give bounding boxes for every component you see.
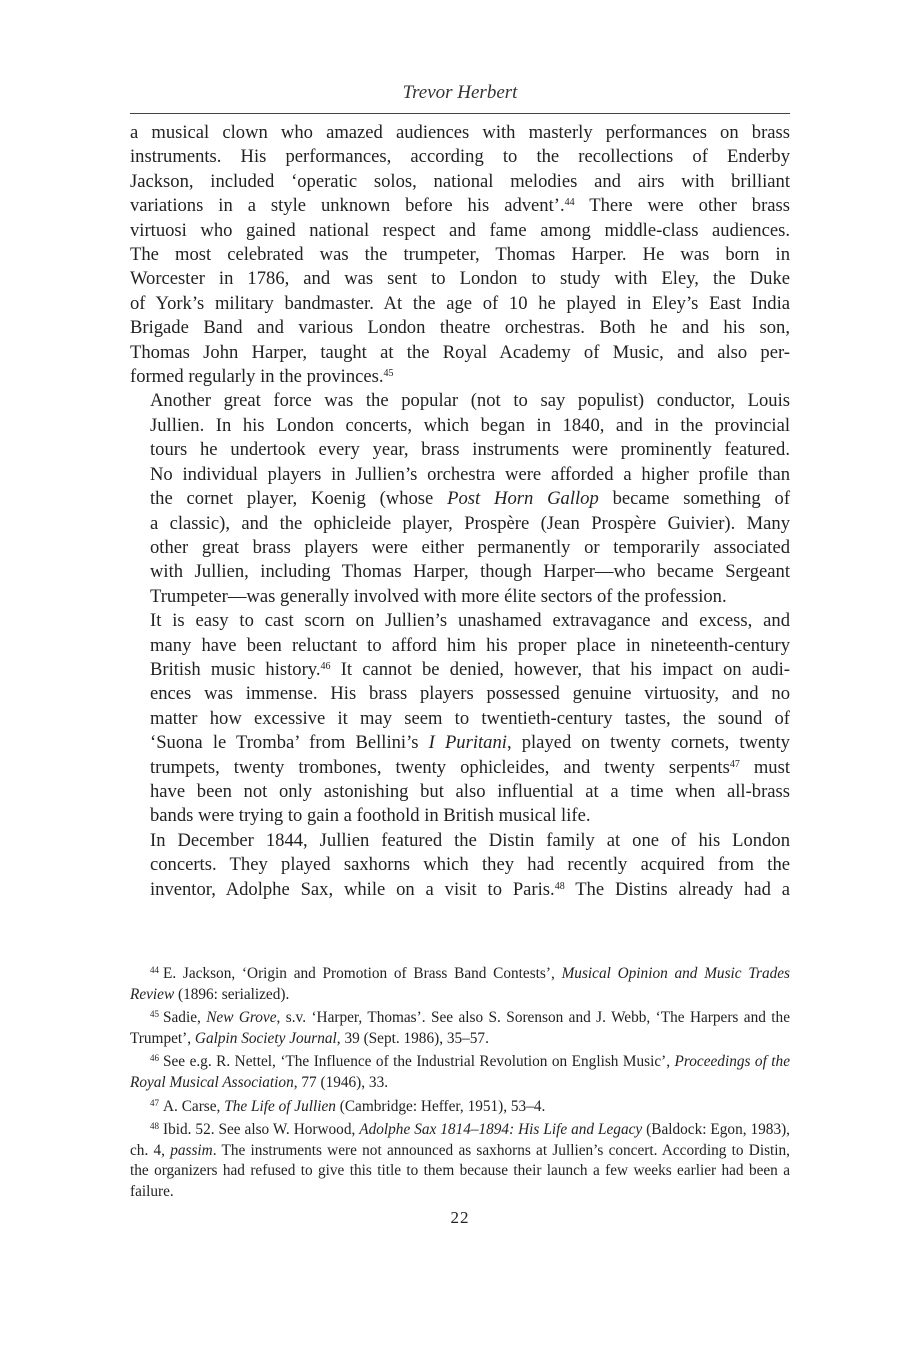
text-line: have been not only astonishing but also influential at a time when all-brass	[150, 780, 790, 802]
text-line: a musical clown who amazed audiences with masterly performances on brass	[130, 122, 790, 143]
text-line: concerts. They played saxhorns which they had recently acquired from the	[150, 854, 790, 876]
text-line: with Jullien, including Thomas Harper, though Harper—who became Sergeant	[150, 561, 790, 583]
text-line: inventor, Adolphe Sax, while on a visit to Paris.$^{48}$ The Distins already had a	[150, 878, 790, 900]
footnote-number: 47	[150, 1097, 159, 1108]
text-line: trumpets, twenty trombones, twenty ophicleides, and twenty serpents$^{47}$ must	[150, 756, 790, 778]
text-line: Trumpeter—was generally involved with more élite sectors of the profession.	[150, 585, 727, 607]
text-line: of York’s military bandmaster. At the age of 10 he played in Eley’s East India	[130, 292, 790, 314]
text-line: instruments. His performances, according to the recollections of Enderby	[130, 146, 790, 168]
footnote-number: 45	[150, 1009, 159, 1020]
text-line: Brigade Band and various London theatre orchestras. Both he and his son,	[130, 317, 790, 339]
text-line: other great brass players were either permanently or temporarily associated	[150, 536, 790, 558]
text-line: The most celebrated was the trumpeter, Thomas Harper. He was born in	[130, 244, 790, 266]
footnotes	[130, 964, 790, 1206]
text-line: Jullien. In his London concerts, which began in 1840, and in the provincial	[150, 414, 790, 436]
body-text	[130, 121, 790, 902]
footnote-ref-48[interactable]: 48	[554, 880, 565, 892]
text-line: No individual players in Jullien’s orchestra were afforded a higher profile than	[150, 463, 790, 485]
footnote-ref-47[interactable]: 47	[729, 758, 740, 770]
text-line: a classic), and the ophicleide player, Prospère (Jean Prospère Guivier). Many	[150, 512, 790, 534]
footnote-48: $^{48}$ Ibid. 52. See also W. Horwood, Adolphe Sax 1814–1894: His Life and Legacy (Baldock: Egon, 1983), ch. 4, passim. The instruments were not announced as saxhorns at Jullien’s concert. According to Distin, the organizers had refused to give this title to them because their launch a few weeks earlier had been a failure.	[130, 1121, 791, 1200]
text-line: Thomas John Harper, taught at the Royal Academy of Music, and also per-	[130, 341, 790, 363]
text-line: ‘Suona le Tromba’ from Bellini’s I Puritani, played on twenty cornets, twenty	[150, 732, 790, 754]
text-line: many have been reluctant to afford him his proper place in nineteenth-century	[150, 634, 790, 656]
text-line: formed regularly in the provinces.$^{45}$	[130, 366, 394, 388]
text-line: Another great force was the popular (not to say populist) conductor, Louis	[150, 390, 790, 412]
running-head: Trevor Herbert	[402, 82, 518, 103]
footnote-number: 46	[150, 1053, 159, 1064]
text-line: Worcester in 1786, and was sent to London to study with Eley, the Duke	[130, 268, 790, 290]
text-line: virtuosi who gained national respect and fame among middle-class audiences.	[130, 219, 790, 241]
text-line: tours he undertook every year, brass instruments were prominently featured.	[150, 439, 790, 461]
footnote-44: $^{44}$ E. Jackson, ‘Origin and Promotion of Brass Band Contests’, Musical Opinion and Music Trades Review (1896: serialized).	[130, 965, 790, 1003]
text-line: the cornet player, Koenig (whose Post Horn Gallop became something of	[150, 488, 791, 510]
footnote-number: 48	[150, 1121, 159, 1132]
text-line: Jackson, included ‘operatic solos, national melodies and airs with brilliant	[130, 170, 790, 192]
paragraph-4	[130, 829, 790, 902]
footnote-number: 44	[150, 965, 159, 975]
text-line: variations in a style unknown before his advent’.$^{44}$ There were other brass	[130, 195, 790, 217]
paragraph-3	[130, 609, 790, 829]
footnote-ref-44[interactable]: 44	[564, 197, 575, 209]
text-line: bands were trying to gain a foothold in British musical life.	[150, 805, 591, 827]
text-line: It is easy to cast scorn on Jullien’s unashamed extravagance and excess, and	[150, 610, 790, 632]
paragraph-2	[130, 389, 790, 609]
text-line: In December 1844, Jullien featured the Distin family at one of his London	[150, 829, 790, 851]
footnote-47: $^{47}$ A. Carse, The Life of Jullien (Cambridge: Heffer, 1951), 53–4.	[150, 1097, 546, 1115]
text-line: ences was immense. His brass players possessed genuine virtuosity, and no	[150, 683, 790, 705]
work-title: Post Horn Gallop	[447, 488, 599, 510]
header-rule	[130, 113, 790, 114]
footnote-ref-45[interactable]: 45	[383, 368, 394, 380]
footnote-45: $^{45}$ Sadie, New Grove, s.v. ‘Harper, Thomas’. See also S. Sorenson and J. Webb, ‘The Harpers and the Trumpet’, Galpin Society Journal, 39 (Sept. 1986), 35–57.	[130, 1009, 790, 1047]
footnote-ref-46[interactable]: 46	[320, 660, 331, 672]
text-line: matter how excessive it may seem to twentieth-century tastes, the sound of	[150, 707, 790, 729]
footnote-46: $^{46}$ See e.g. R. Nettel, ‘The Influence of the Industrial Revolution on English Music’, Proceedings of the Royal Musical Association, 77 (1946), 33.	[130, 1053, 790, 1091]
text-line: British music history.$^{46}$ It cannot be denied, however, that his impact on audi-	[150, 658, 790, 680]
work-title: I Puritani	[428, 732, 507, 754]
page-number: 22	[450, 1208, 470, 1227]
paragraph-1	[130, 121, 790, 389]
